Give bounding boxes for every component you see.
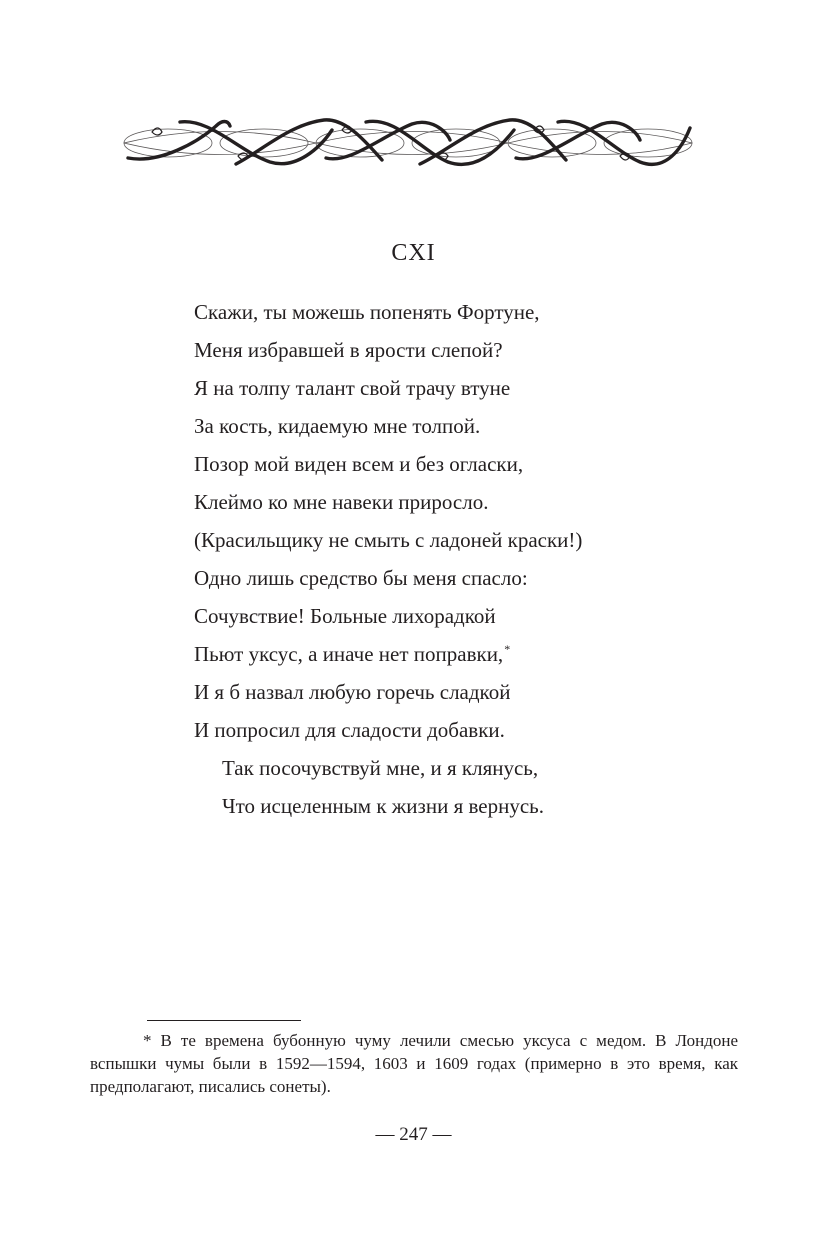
couplet-line: Что исцеленным к жизни я вернусь. <box>222 794 544 818</box>
poem-line-with-footnote <box>194 638 794 676</box>
poem-line-text: Пьют уксус, а иначе нет поправки, <box>194 642 504 666</box>
poem-line: Скажи, ты можешь попенять Фортуне, <box>194 300 540 324</box>
poem-line: Я на толпу талант свой трачу втуне <box>194 376 511 400</box>
footnote-marker[interactable]: * <box>504 642 511 656</box>
poem-line: Сочувствие! Больные лихорадкой <box>194 604 496 628</box>
ornament-divider-icon <box>120 112 696 174</box>
poem-line: Позор мой виден всем и без огласки, <box>194 452 524 476</box>
poem-line: Меня избравшей в ярости слепой? <box>194 338 503 362</box>
poem-body <box>194 296 794 828</box>
footnote-text: * В те времена бубонную чуму лечили смесью уксуса с медом. В Лондоне вспышки чумы были в 1592—1594, 1603 и 1609 годах (примерно в это время, как предполагают, писались сонеты). <box>90 1031 738 1096</box>
poem-line: И я б назвал любую горечь сладкой <box>194 680 511 704</box>
poem-line: (Красильщику не смыть с ладоней краски!) <box>194 528 583 552</box>
page-number: — 247 — <box>375 1124 452 1145</box>
couplet-line: Так посочувствуй мне, и я клянусь, <box>222 756 539 780</box>
poem-line: За кость, кидаемую мне толпой. <box>194 414 481 438</box>
poem-line: Клеймо ко мне навеки приросло. <box>194 490 489 514</box>
sonnet-title: CXI <box>391 240 436 266</box>
footnote-divider <box>147 1020 301 1021</box>
poem-line: Одно лишь средство бы меня спасло: <box>194 566 528 590</box>
poem-line: И попросил для сладости добавки. <box>194 718 505 742</box>
